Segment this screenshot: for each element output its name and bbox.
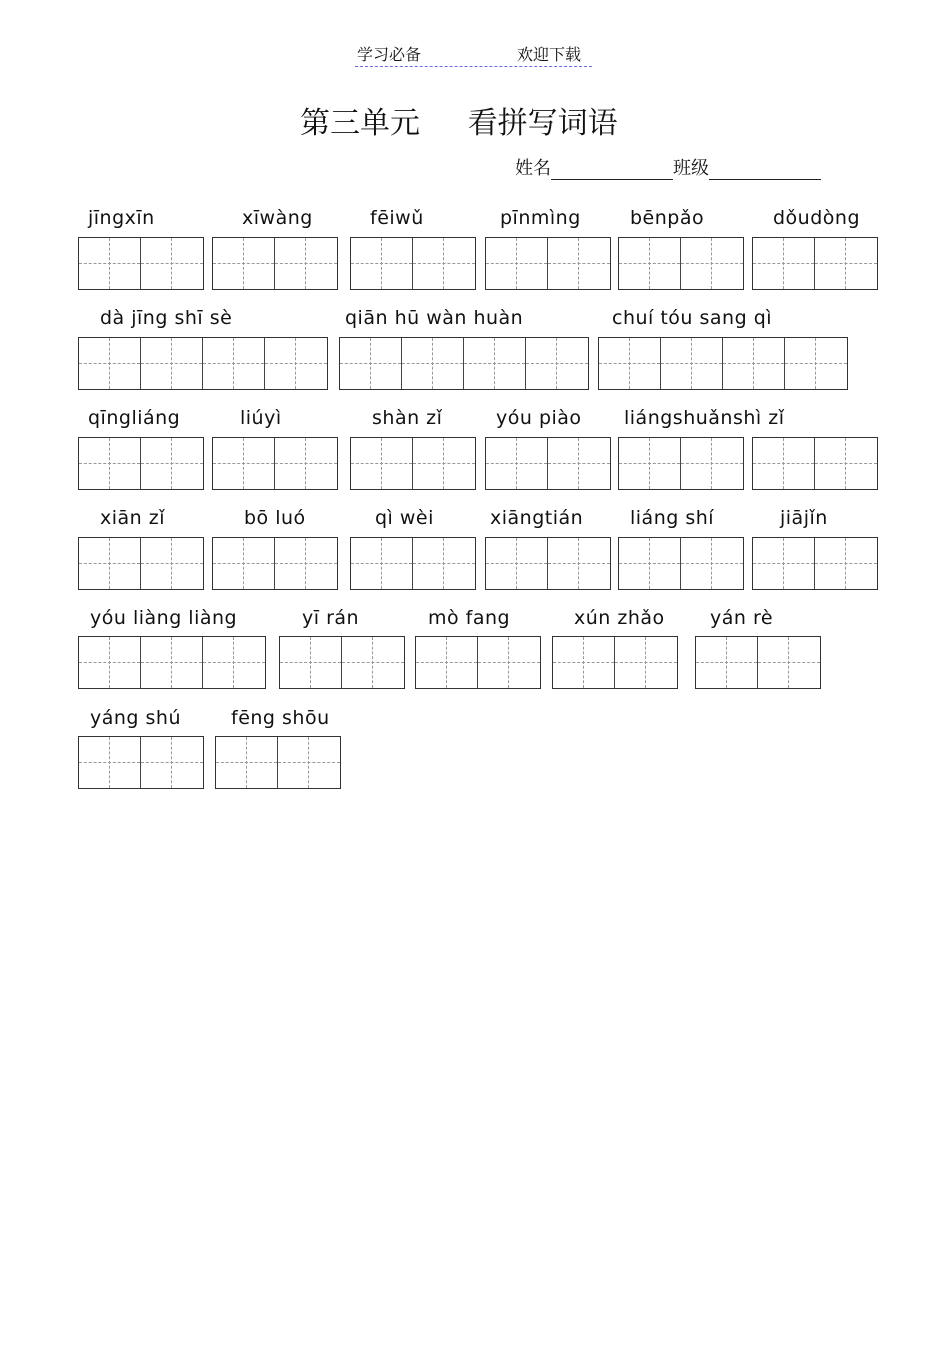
char-cell[interactable]	[416, 637, 478, 688]
pinyin-label: yóu piào	[496, 407, 582, 429]
char-cell[interactable]	[753, 238, 815, 289]
char-cell[interactable]	[464, 338, 526, 389]
class-label: 班级	[673, 158, 709, 179]
writing-box[interactable]	[618, 537, 744, 590]
char-cell[interactable]	[619, 438, 681, 489]
writing-box[interactable]	[350, 537, 476, 590]
page-header	[355, 40, 592, 67]
name-class-row	[515, 154, 821, 180]
writing-box[interactable]	[215, 736, 341, 789]
pinyin-label: chuí tóu sang qì	[612, 307, 773, 329]
pinyin-label: liáng shí	[630, 507, 715, 529]
char-cell[interactable]	[141, 737, 203, 788]
pinyin-label: pīnmìng	[500, 207, 581, 229]
char-cell[interactable]	[141, 338, 203, 389]
writing-box[interactable]	[279, 636, 405, 689]
char-cell[interactable]	[615, 637, 677, 688]
char-cell[interactable]	[753, 538, 815, 589]
char-cell[interactable]	[413, 438, 475, 489]
char-cell[interactable]	[696, 637, 758, 688]
writing-box[interactable]	[350, 237, 476, 290]
pinyin-label: qiān hū wàn huàn	[345, 307, 524, 329]
pinyin-label: bēnpǎo	[630, 207, 705, 229]
char-cell[interactable]	[275, 238, 337, 289]
char-cell[interactable]	[79, 737, 141, 788]
pinyin-label: xīwàng	[242, 207, 313, 229]
name-blank[interactable]	[551, 159, 673, 180]
char-cell[interactable]	[413, 538, 475, 589]
writing-box[interactable]	[485, 237, 611, 290]
writing-box[interactable]	[552, 636, 678, 689]
char-cell[interactable]	[599, 338, 661, 389]
pinyin-label: xún zhǎo	[574, 607, 665, 629]
writing-box[interactable]	[78, 237, 204, 290]
char-cell[interactable]	[342, 637, 404, 688]
char-cell[interactable]	[681, 438, 743, 489]
char-cell[interactable]	[753, 438, 815, 489]
writing-box[interactable]	[618, 237, 744, 290]
pinyin-label: liángshuǎnshì zǐ	[624, 407, 785, 429]
char-cell[interactable]	[815, 538, 877, 589]
char-cell[interactable]	[213, 538, 275, 589]
char-cell[interactable]	[548, 238, 610, 289]
char-cell[interactable]	[79, 238, 141, 289]
pinyin-label: dǒudòng	[773, 207, 861, 229]
name-label: 姓名	[515, 158, 551, 179]
pinyin-label: yóu liàng liàng	[90, 607, 238, 629]
char-cell[interactable]	[141, 238, 203, 289]
char-cell[interactable]	[141, 438, 203, 489]
char-cell[interactable]	[340, 338, 402, 389]
writing-box[interactable]	[78, 337, 328, 390]
char-cell[interactable]	[548, 438, 610, 489]
char-cell[interactable]	[79, 637, 141, 688]
title-unit: 第三单元	[300, 106, 420, 141]
writing-box[interactable]	[415, 636, 541, 689]
header-right-text: 欢迎下载	[517, 45, 582, 64]
char-cell[interactable]	[203, 338, 265, 389]
char-cell[interactable]	[723, 338, 785, 389]
writing-box[interactable]	[212, 237, 338, 290]
page-title	[300, 98, 618, 142]
writing-box[interactable]	[485, 537, 611, 590]
writing-box[interactable]	[752, 437, 878, 490]
char-cell[interactable]	[815, 238, 877, 289]
pinyin-label: yáng shú	[90, 707, 182, 729]
char-cell[interactable]	[758, 637, 820, 688]
pinyin-label: bō luó	[244, 507, 306, 529]
char-cell[interactable]	[213, 238, 275, 289]
char-cell[interactable]	[265, 338, 327, 389]
char-cell[interactable]	[79, 338, 141, 389]
char-cell[interactable]	[553, 637, 615, 688]
header-left-text: 学习必备	[357, 45, 422, 64]
pinyin-label: fēng shōu	[231, 707, 330, 729]
char-cell[interactable]	[785, 338, 847, 389]
class-blank[interactable]	[709, 159, 821, 180]
char-cell[interactable]	[280, 637, 342, 688]
writing-box[interactable]	[78, 437, 204, 490]
char-cell[interactable]	[278, 737, 340, 788]
char-cell[interactable]	[213, 438, 275, 489]
char-cell[interactable]	[141, 637, 203, 688]
char-cell[interactable]	[216, 737, 278, 788]
char-cell[interactable]	[79, 438, 141, 489]
char-cell[interactable]	[79, 538, 141, 589]
writing-box[interactable]	[339, 337, 589, 390]
pinyin-label: xiān zǐ	[100, 507, 165, 529]
writing-box[interactable]	[212, 537, 338, 590]
char-cell[interactable]	[275, 438, 337, 489]
writing-box[interactable]	[78, 736, 204, 789]
pinyin-label: fēiwǔ	[370, 207, 424, 229]
writing-box[interactable]	[485, 437, 611, 490]
char-cell[interactable]	[619, 238, 681, 289]
writing-box[interactable]	[752, 237, 878, 290]
pinyin-label: jiājǐn	[780, 507, 828, 529]
char-cell[interactable]	[478, 637, 540, 688]
char-cell[interactable]	[681, 538, 743, 589]
char-cell[interactable]	[402, 338, 464, 389]
char-cell[interactable]	[351, 438, 413, 489]
writing-box[interactable]	[350, 437, 476, 490]
char-cell[interactable]	[815, 438, 877, 489]
char-cell[interactable]	[548, 538, 610, 589]
pinyin-label: shàn zǐ	[372, 407, 443, 429]
char-cell[interactable]	[413, 238, 475, 289]
pinyin-label: jīngxīn	[88, 207, 155, 229]
char-cell[interactable]	[526, 338, 588, 389]
writing-box[interactable]	[212, 437, 338, 490]
writing-box[interactable]	[618, 437, 744, 490]
pinyin-label: xiāngtián	[490, 507, 584, 529]
char-cell[interactable]	[351, 238, 413, 289]
pinyin-label: liúyì	[240, 407, 282, 429]
writing-box[interactable]	[78, 537, 204, 590]
title-topic: 看拼写词语	[467, 106, 618, 141]
pinyin-label: yī rán	[302, 607, 360, 629]
char-cell[interactable]	[681, 238, 743, 289]
pinyin-label: dà jīng shī sè	[100, 307, 233, 329]
char-cell[interactable]	[141, 538, 203, 589]
writing-box[interactable]	[752, 537, 878, 590]
writing-box[interactable]	[598, 337, 848, 390]
pinyin-label: qīngliáng	[88, 407, 181, 429]
char-cell[interactable]	[486, 238, 548, 289]
char-cell[interactable]	[275, 538, 337, 589]
writing-box[interactable]	[78, 636, 266, 689]
pinyin-label: mò fang	[428, 607, 511, 629]
pinyin-label: yán rè	[710, 607, 774, 629]
pinyin-label: qì wèi	[375, 507, 434, 529]
char-cell[interactable]	[203, 637, 265, 688]
char-cell[interactable]	[661, 338, 723, 389]
char-cell[interactable]	[486, 538, 548, 589]
writing-box[interactable]	[695, 636, 821, 689]
char-cell[interactable]	[486, 438, 548, 489]
char-cell[interactable]	[619, 538, 681, 589]
char-cell[interactable]	[351, 538, 413, 589]
